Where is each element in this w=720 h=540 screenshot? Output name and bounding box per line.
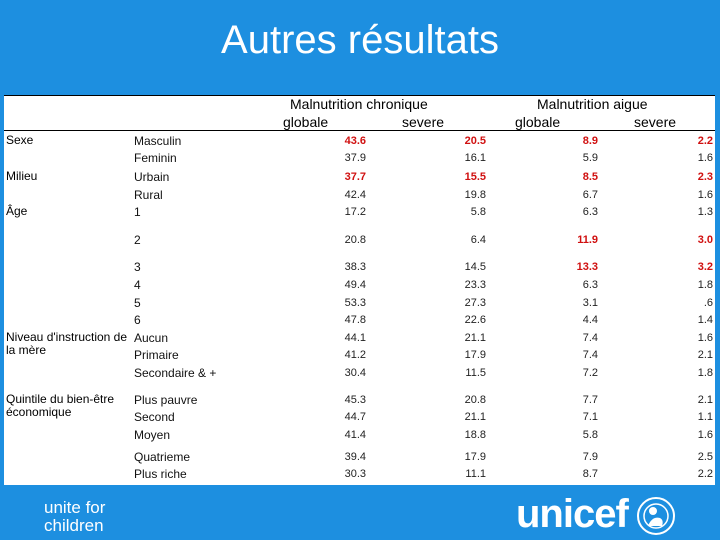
cell-as: .6 [703,297,713,309]
row-label: Urbain [134,170,170,184]
cell-cg: 43.6 [344,135,366,147]
cell-cs: 22.6 [464,314,486,326]
cell-cg: 41.2 [344,349,366,361]
cell-ag: 5.8 [582,429,598,441]
cell-ag: 6.7 [582,189,598,201]
slogan-line2: children [44,516,104,535]
group-label-age: Âge [6,204,28,218]
cell-ag: 6.3 [582,279,598,291]
cell-ag: 6.3 [582,206,598,218]
cell-ag: 5.9 [582,152,598,164]
cell-cg: 37.9 [344,152,366,164]
cell-as: 2.3 [697,171,713,183]
row-label: Plus riche [134,467,187,481]
header-chronic-severe: severe [402,114,445,130]
cell-cs: 21.1 [464,411,486,423]
row-label: Masculin [134,134,182,148]
cell-cs: 6.4 [470,234,486,246]
row-label: Feminin [134,151,177,165]
cell-ag: 7.4 [582,332,598,344]
cell-cg: 39.4 [344,451,366,463]
row-label: 4 [134,278,141,292]
row-label: Quatrieme [134,450,191,464]
row-label: 5 [134,296,141,310]
cell-cs: 23.3 [464,279,486,291]
header-chronic-globale: globale [283,114,329,130]
cell-ag: 8.5 [582,171,598,183]
cell-ag: 8.7 [582,468,598,480]
cell-cs: 21.1 [464,332,486,344]
slide-title: Autres résultats [221,18,499,62]
row-label: 2 [134,233,141,247]
cell-cs: 5.8 [470,206,486,218]
cell-as: 2.1 [697,394,713,406]
row-label: Rural [134,188,163,202]
cell-cg: 47.8 [344,314,366,326]
cell-cg: 53.3 [344,297,366,309]
cell-as: 1.6 [697,189,713,201]
cell-cs: 19.8 [464,189,486,201]
cell-cg: 30.3 [344,468,366,480]
header-acute: Malnutrition aigue [537,96,648,112]
cell-cg: 44.1 [344,332,366,344]
slogan-line1: unite for [44,498,106,517]
cell-ag: 11.9 [577,234,598,246]
cell-as: 1.8 [697,367,713,379]
row-label: Second [134,410,175,424]
cell-cg: 42.4 [344,189,366,201]
cell-ag: 4.4 [582,314,598,326]
cell-cs: 11.5 [465,367,486,379]
row-label: 3 [134,260,141,274]
cell-as: 3.0 [697,234,713,246]
cell-as: 1.6 [697,332,713,344]
cell-cg: 45.3 [344,394,366,406]
cell-cs: 17.9 [464,349,486,361]
cell-cg: 49.4 [344,279,366,291]
row-label: Secondaire & + [134,366,217,380]
header-acute-severe: severe [634,114,677,130]
header-acute-globale: globale [515,114,561,130]
cell-ag: 8.9 [582,135,598,147]
cell-ag: 7.2 [582,367,598,379]
cell-cg: 41.4 [344,429,366,441]
unicef-emblem-icon [636,496,676,536]
group-label-instruction: Niveau d'instruction de la mère [6,330,128,357]
cell-cs: 17.9 [464,451,486,463]
cell-cs: 15.5 [464,171,486,183]
cell-as: 3.2 [697,261,713,273]
row-label: 1 [134,205,141,219]
cell-as: 1.6 [697,152,713,164]
row-label: Plus pauvre [134,393,198,407]
cell-cg: 38.3 [344,261,366,273]
cell-cs: 20.5 [464,135,486,147]
row-label: Aucun [134,331,169,345]
group-label-quintile: Quintile du bien-être économique [6,392,115,419]
cell-as: 1.6 [697,429,713,441]
cell-ag: 7.7 [582,394,598,406]
row-label: Moyen [134,428,171,442]
cell-cs: 20.8 [464,394,486,406]
cell-cs: 27.3 [464,297,486,309]
group-label-sexe: Sexe [6,133,34,147]
header-bottom-rule [4,130,715,131]
cell-as: 1.8 [697,279,713,291]
cell-ag: 7.1 [582,411,598,423]
cell-cs: 11.1 [465,468,486,480]
cell-as: 1.4 [697,314,713,326]
cell-cg: 30.4 [344,367,366,379]
row-label: Primaire [134,348,179,362]
cell-cg: 44.7 [344,411,366,423]
cell-ag: 13.3 [576,261,598,273]
row-label: 6 [134,313,141,327]
cell-cs: 14.5 [464,261,486,273]
cell-cg: 20.8 [344,234,366,246]
slogan [44,499,105,535]
cell-as: 2.5 [697,451,713,463]
cell-ag: 7.9 [582,451,598,463]
header-chronic: Malnutrition chronique [290,96,428,112]
cell-as: 1.1 [697,411,713,423]
unicef-logo: unicef [516,492,628,536]
cell-as: 2.2 [697,135,713,147]
cell-cs: 18.8 [464,429,486,441]
cell-as: 2.1 [697,349,713,361]
cell-cs: 16.1 [464,152,486,164]
cell-cg: 17.2 [344,206,366,218]
cell-ag: 3.1 [582,297,598,309]
cell-cg: 37.7 [344,171,366,183]
cell-ag: 7.4 [582,349,598,361]
cell-as: 1.3 [697,206,713,218]
group-label-milieu: Milieu [6,169,38,183]
cell-as: 2.2 [697,468,713,480]
